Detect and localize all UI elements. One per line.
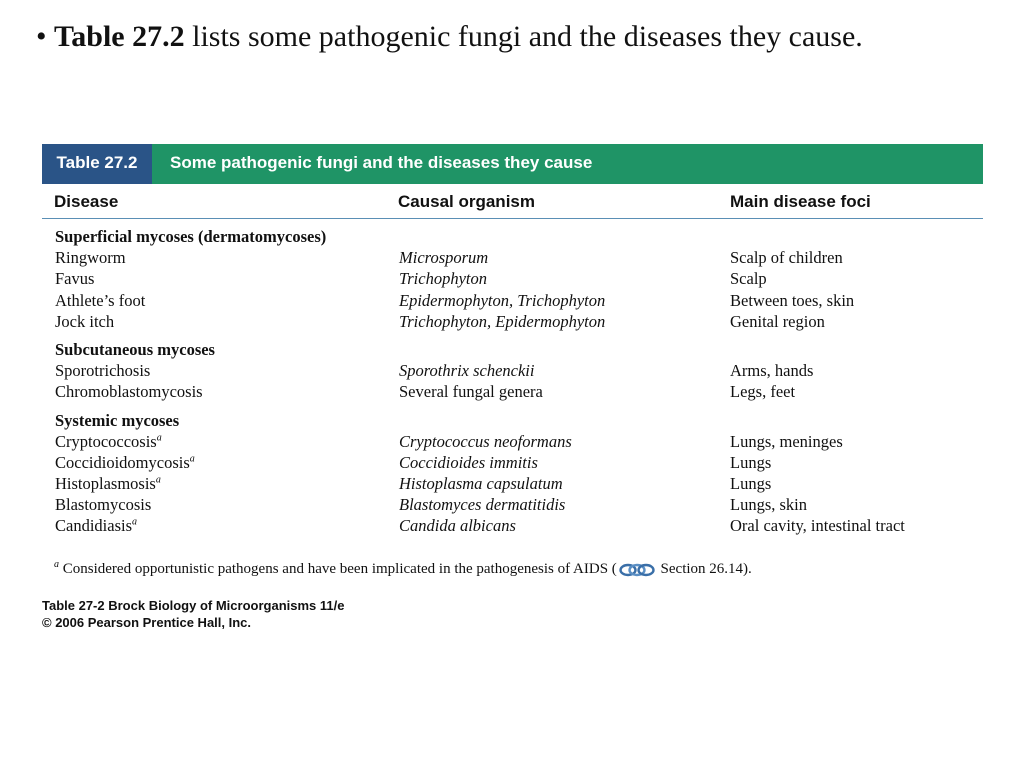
disease-cell: [55, 515, 137, 536]
table-row: [55, 247, 985, 268]
foci-cell: Lungs: [730, 452, 772, 472]
credit-line-1: Table 27-2 Brock Biology of Microorganisms 11/e: [42, 598, 345, 613]
footnote-marker: a: [156, 432, 162, 444]
footnote-text: Considered opportunistic pathogens and have been implicated in the pathogenesis of AIDS (: [59, 561, 617, 577]
disease-name: Ringworm: [55, 248, 126, 268]
disease-cell: [55, 268, 94, 289]
organism-cell: Blastomyces dermatitidis: [399, 495, 566, 515]
table-row: [55, 452, 985, 473]
column-header-foci: Main disease foci: [730, 192, 871, 211]
disease-name: Blastomycosis: [55, 495, 152, 515]
column-header-organism: Causal organism: [398, 192, 535, 211]
chain-link-icon: [619, 563, 655, 577]
table-title: Some pathogenic fungi and the diseases they cause: [170, 153, 593, 172]
organism-cell: Trichophyton, Epidermophyton: [399, 311, 606, 331]
disease-name: Favus: [55, 269, 95, 289]
section-heading: [55, 410, 985, 431]
disease-name: Sporotrichosis: [55, 361, 151, 381]
organism-cell: Sporothrix schenckii: [399, 361, 535, 381]
table-header: [42, 144, 983, 184]
column-headers: [42, 190, 983, 219]
disease-name: Coccidioidomycosis: [55, 452, 190, 472]
footnote-ref: Section 26.14).: [656, 561, 752, 577]
table-row: [55, 290, 985, 311]
foci-cell: Scalp: [730, 269, 767, 289]
footnote-marker: a: [155, 474, 161, 486]
disease-cell: [55, 431, 162, 452]
foci-cell: Lungs, skin: [730, 495, 808, 515]
table-row: [55, 381, 985, 402]
foci-cell: Lungs, meninges: [730, 431, 843, 451]
organism-cell: Epidermophyton, Trichophyton: [399, 290, 606, 310]
foci-cell: Oral cavity, intestinal tract: [730, 516, 905, 536]
section-heading: [55, 339, 985, 360]
headline: [36, 18, 863, 56]
organism-cell: Cryptococcus neoformans: [399, 431, 572, 451]
table-row: [55, 311, 985, 332]
organism-cell: Microsporum: [399, 248, 489, 268]
credit: [42, 597, 344, 631]
disease-name: Athlete’s foot: [55, 290, 146, 310]
foci-cell: Legs, feet: [730, 382, 796, 402]
foci-cell: Scalp of children: [730, 248, 843, 268]
section-heading: [55, 226, 985, 247]
table-row: [55, 268, 985, 289]
disease-name: Cryptococcosis: [55, 431, 157, 451]
organism-cell: Trichophyton: [399, 269, 488, 289]
disease-cell: [55, 473, 161, 494]
headline-text: lists some pathogenic fungi and the diseases they cause.: [184, 20, 863, 53]
disease-name: Chromoblastomycosis: [55, 382, 203, 402]
disease-cell: [55, 247, 126, 268]
footnote-marker: a: [54, 559, 59, 570]
disease-cell: [55, 494, 151, 515]
organism-cell: Several fungal genera: [399, 382, 543, 402]
disease-cell: [55, 360, 150, 381]
table-row: [55, 515, 985, 536]
disease-name: Jock itch: [55, 311, 115, 331]
disease-cell: [55, 290, 145, 311]
table-row: [55, 494, 985, 515]
foci-cell: Genital region: [730, 311, 825, 331]
footnote-marker: a: [132, 516, 137, 528]
foci-cell: Lungs: [730, 474, 772, 494]
disease-cell: [55, 311, 114, 332]
column-header-disease: Disease: [54, 192, 119, 211]
table-row: [55, 360, 985, 381]
organism-cell: Coccidioides immitis: [399, 452, 538, 472]
foci-cell: Arms, hands: [730, 361, 814, 381]
section-heading-text: Subcutaneous mycoses: [55, 339, 215, 359]
section-heading-text: Systemic mycoses: [55, 410, 180, 430]
disease-cell: [55, 452, 195, 473]
table-body: [55, 226, 985, 537]
table-label: Table 27.2: [42, 144, 152, 184]
bullet: •: [36, 20, 47, 53]
table-row: [55, 473, 985, 494]
organism-cell: Histoplasma capsulatum: [399, 474, 563, 494]
footnote-marker: a: [189, 453, 195, 465]
disease-cell: [55, 381, 203, 402]
credit-line-2: © 2006 Pearson Prentice Hall, Inc.: [42, 615, 252, 630]
disease-name: Candidiasis: [55, 516, 132, 536]
footnote: [54, 561, 752, 578]
table-row: [55, 431, 985, 452]
disease-name: Histoplasmosis: [55, 474, 156, 494]
organism-cell: Candida albicans: [399, 516, 516, 536]
section-heading-text: Superficial mycoses (dermatomycoses): [55, 227, 327, 246]
headline-bold: Table 27.2: [54, 20, 185, 53]
foci-cell: Between toes, skin: [730, 290, 855, 310]
